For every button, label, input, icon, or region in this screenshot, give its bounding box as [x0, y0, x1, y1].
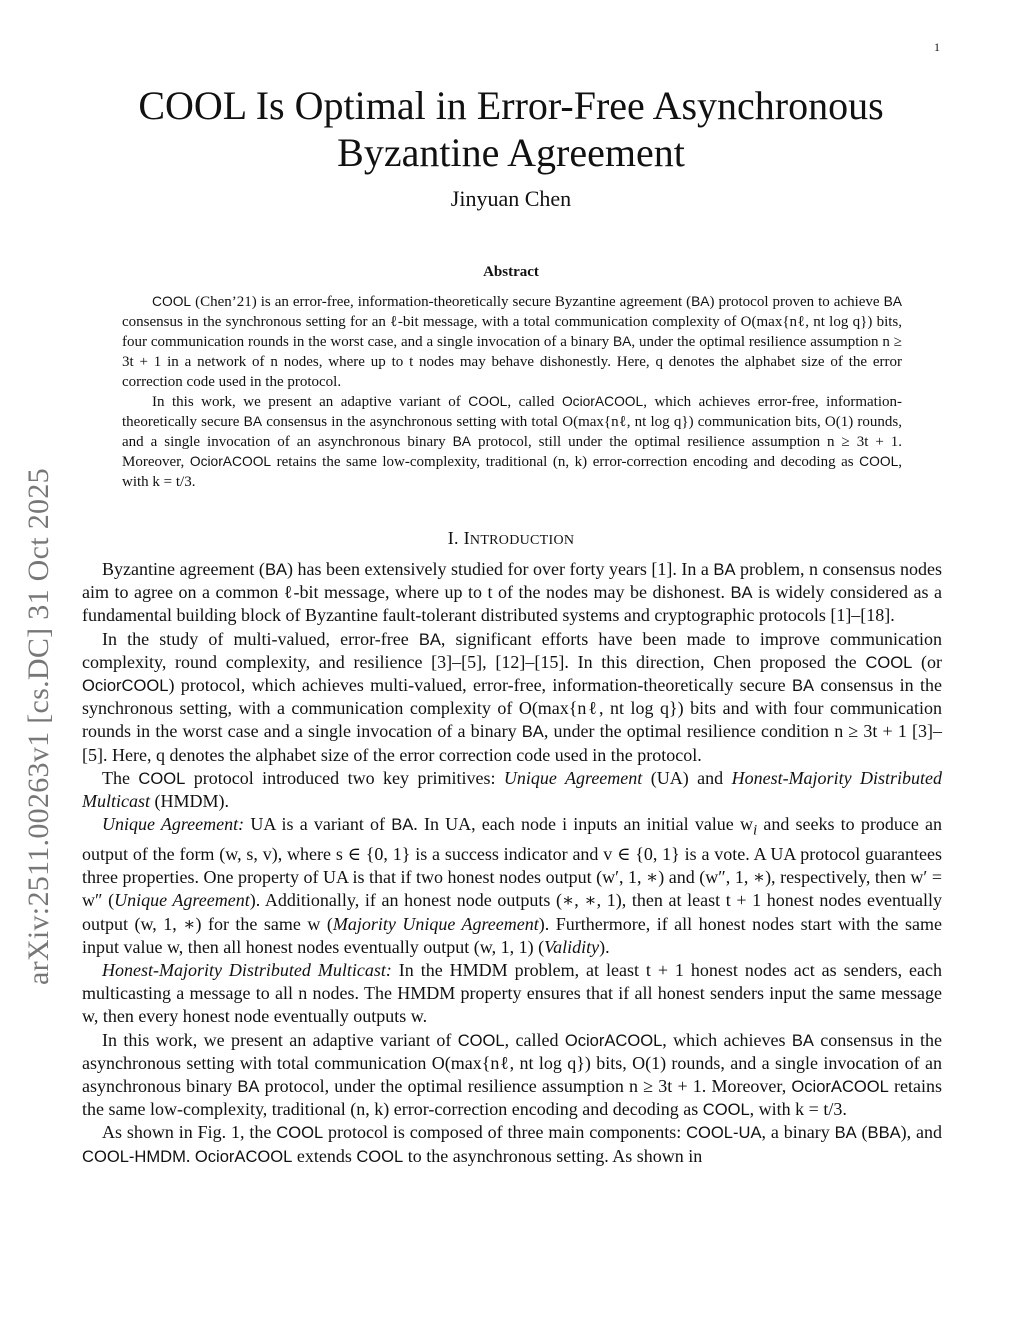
- page-number: 1: [934, 40, 940, 54]
- abstract-body: [122, 292, 902, 492]
- body-paragraph-7: As shown in Fig. 1, the COOL protocol is composed of three main components: COOL-UA, a binary BA (BBA), and COOL-HMDM. OciorACOOL extends COOL to the asynchronous setting. As shown in: [82, 1122, 943, 1166]
- abstract-paragraph-1: COOL (Chen’21) is an error-free, information-theoretically secure Byzantine agreement (BA) protocol proven to achieve BA consensus in the synchronous setting for an ℓ-bit message, with a total communication complexity of O(max{nℓ, nt log q}) bits, four communication rounds in the worst case, and a single invocation of a binary BA, under the optimal resilience assumption n ≥ 3t + 1 in a network of n nodes, where up to t nodes may behave dishonestly. Here, q denotes the alphabet size of the error correction code used in the protocol.: [122, 294, 902, 390]
- body-paragraph-5: Honest-Majority Distributed Multicast: In the HMDM problem, at least t + 1 honest nodes act as senders, each multicasting a message to all n nodes. The HMDM property ensures that if all honest senders input the same message w, then every honest node eventually outputs w.: [82, 960, 942, 1027]
- body-paragraph-4: Unique Agreement: UA is a variant of BA. In UA, each node i inputs an initial value $w_i$ and seeks to produce an output of the form (w, s, v), where s ∈ {0, 1} is a success indicator and v ∈ {0, 1} is a vote. A UA protocol guarantees three properties. One property of UA is that if two honest nodes output (w′, 1, ∗) and (w″, 1, ∗), respectively, then w′ = w″ (Unique Agreement). Additionally, if an honest node outputs (∗, ∗, 1), then at least t + 1 honest nodes eventually output (w, 1, ∗) for the same w (Majority Unique Agreement). Furthermore, if all honest nodes start with the same input value w, then all honest nodes eventually output (w, 1, 1) (Validity).: [82, 814, 942, 957]
- introduction-body: [82, 558, 942, 1168]
- author-name: Jinyuan Chen: [450, 186, 572, 211]
- paper-title: COOL Is Optimal in Error-Free Asynchronous Byzantine Agreement: [138, 83, 884, 175]
- abstract-heading: Abstract: [483, 264, 539, 280]
- section-heading-introduction: I. INTRODUCTION: [447, 528, 575, 548]
- arxiv-identifier-stamp: arXiv:2511.00263v1 [cs.DC] 31 Oct 2025: [22, 468, 55, 985]
- body-paragraph-6: In this work, we present an adaptive variant of COOL, called OciorACOOL, which achieves BA consensus in the asynchronous setting with total communication O(max{nℓ, nt log q}) bits, O(1) rounds, and a single invocation of an asynchronous binary BA protocol, under the optimal resilience assumption n ≥ 3t + 1. Moreover, OciorACOOL retains the same low-complexity, traditional (n, k) error-correction encoding and decoding as COOL, with k = t/3.: [82, 1029, 943, 1120]
- body-paragraph-1: Byzantine agreement (BA) has been extensively studied for over forty years [1]. In a BA problem, n consensus nodes aim to agree on a common ℓ-bit message, where up to t of the nodes may be dishonest. BA is widely considered as a fundamental building block of Byzantine fault-tolerant distributed systems and cryptographic protocols [1]–[18].: [82, 559, 942, 626]
- body-paragraph-2: In the study of multi-valued, error-free BA, significant efforts have been made to improve communication complexity, round complexity, and resilience [3]–[5], [12]–[15]. In this direction, Chen proposed the COOL (or OciorCOOL) protocol, which achieves multi-valued, error-free, information-theoretically secure BA consensus in the synchronous setting, with a communication complexity of O(max{nℓ, nt log q}) bits and with four communication rounds in the worst case and a single invocation of a binary BA, under the optimal resilience condition n ≥ 3t + 1 [3]–[5]. Here, q denotes the alphabet size of the error correction code used in the protocol.: [82, 628, 942, 765]
- body-paragraph-3: The COOL protocol introduced two key primitives: Unique Agreement (UA) and Honest-Majority Distributed Multicast (HMDM).: [82, 767, 942, 812]
- abstract-paragraph-2: In this work, we present an adaptive variant of COOL, called OciorACOOL, which achieves error-free, information-theoretically secure BA consensus in the asynchronous setting with total O(max{nℓ, nt log q}) communication bits, O(1) rounds, and a single invocation of an asynchronous binary BA protocol, still under the optimal resilience assumption n ≥ 3t + 1. Moreover, OciorACOOL retains the same low-complexity, traditional (n, k) error-correction encoding and decoding as COOL, with k = t/3.: [122, 394, 903, 490]
